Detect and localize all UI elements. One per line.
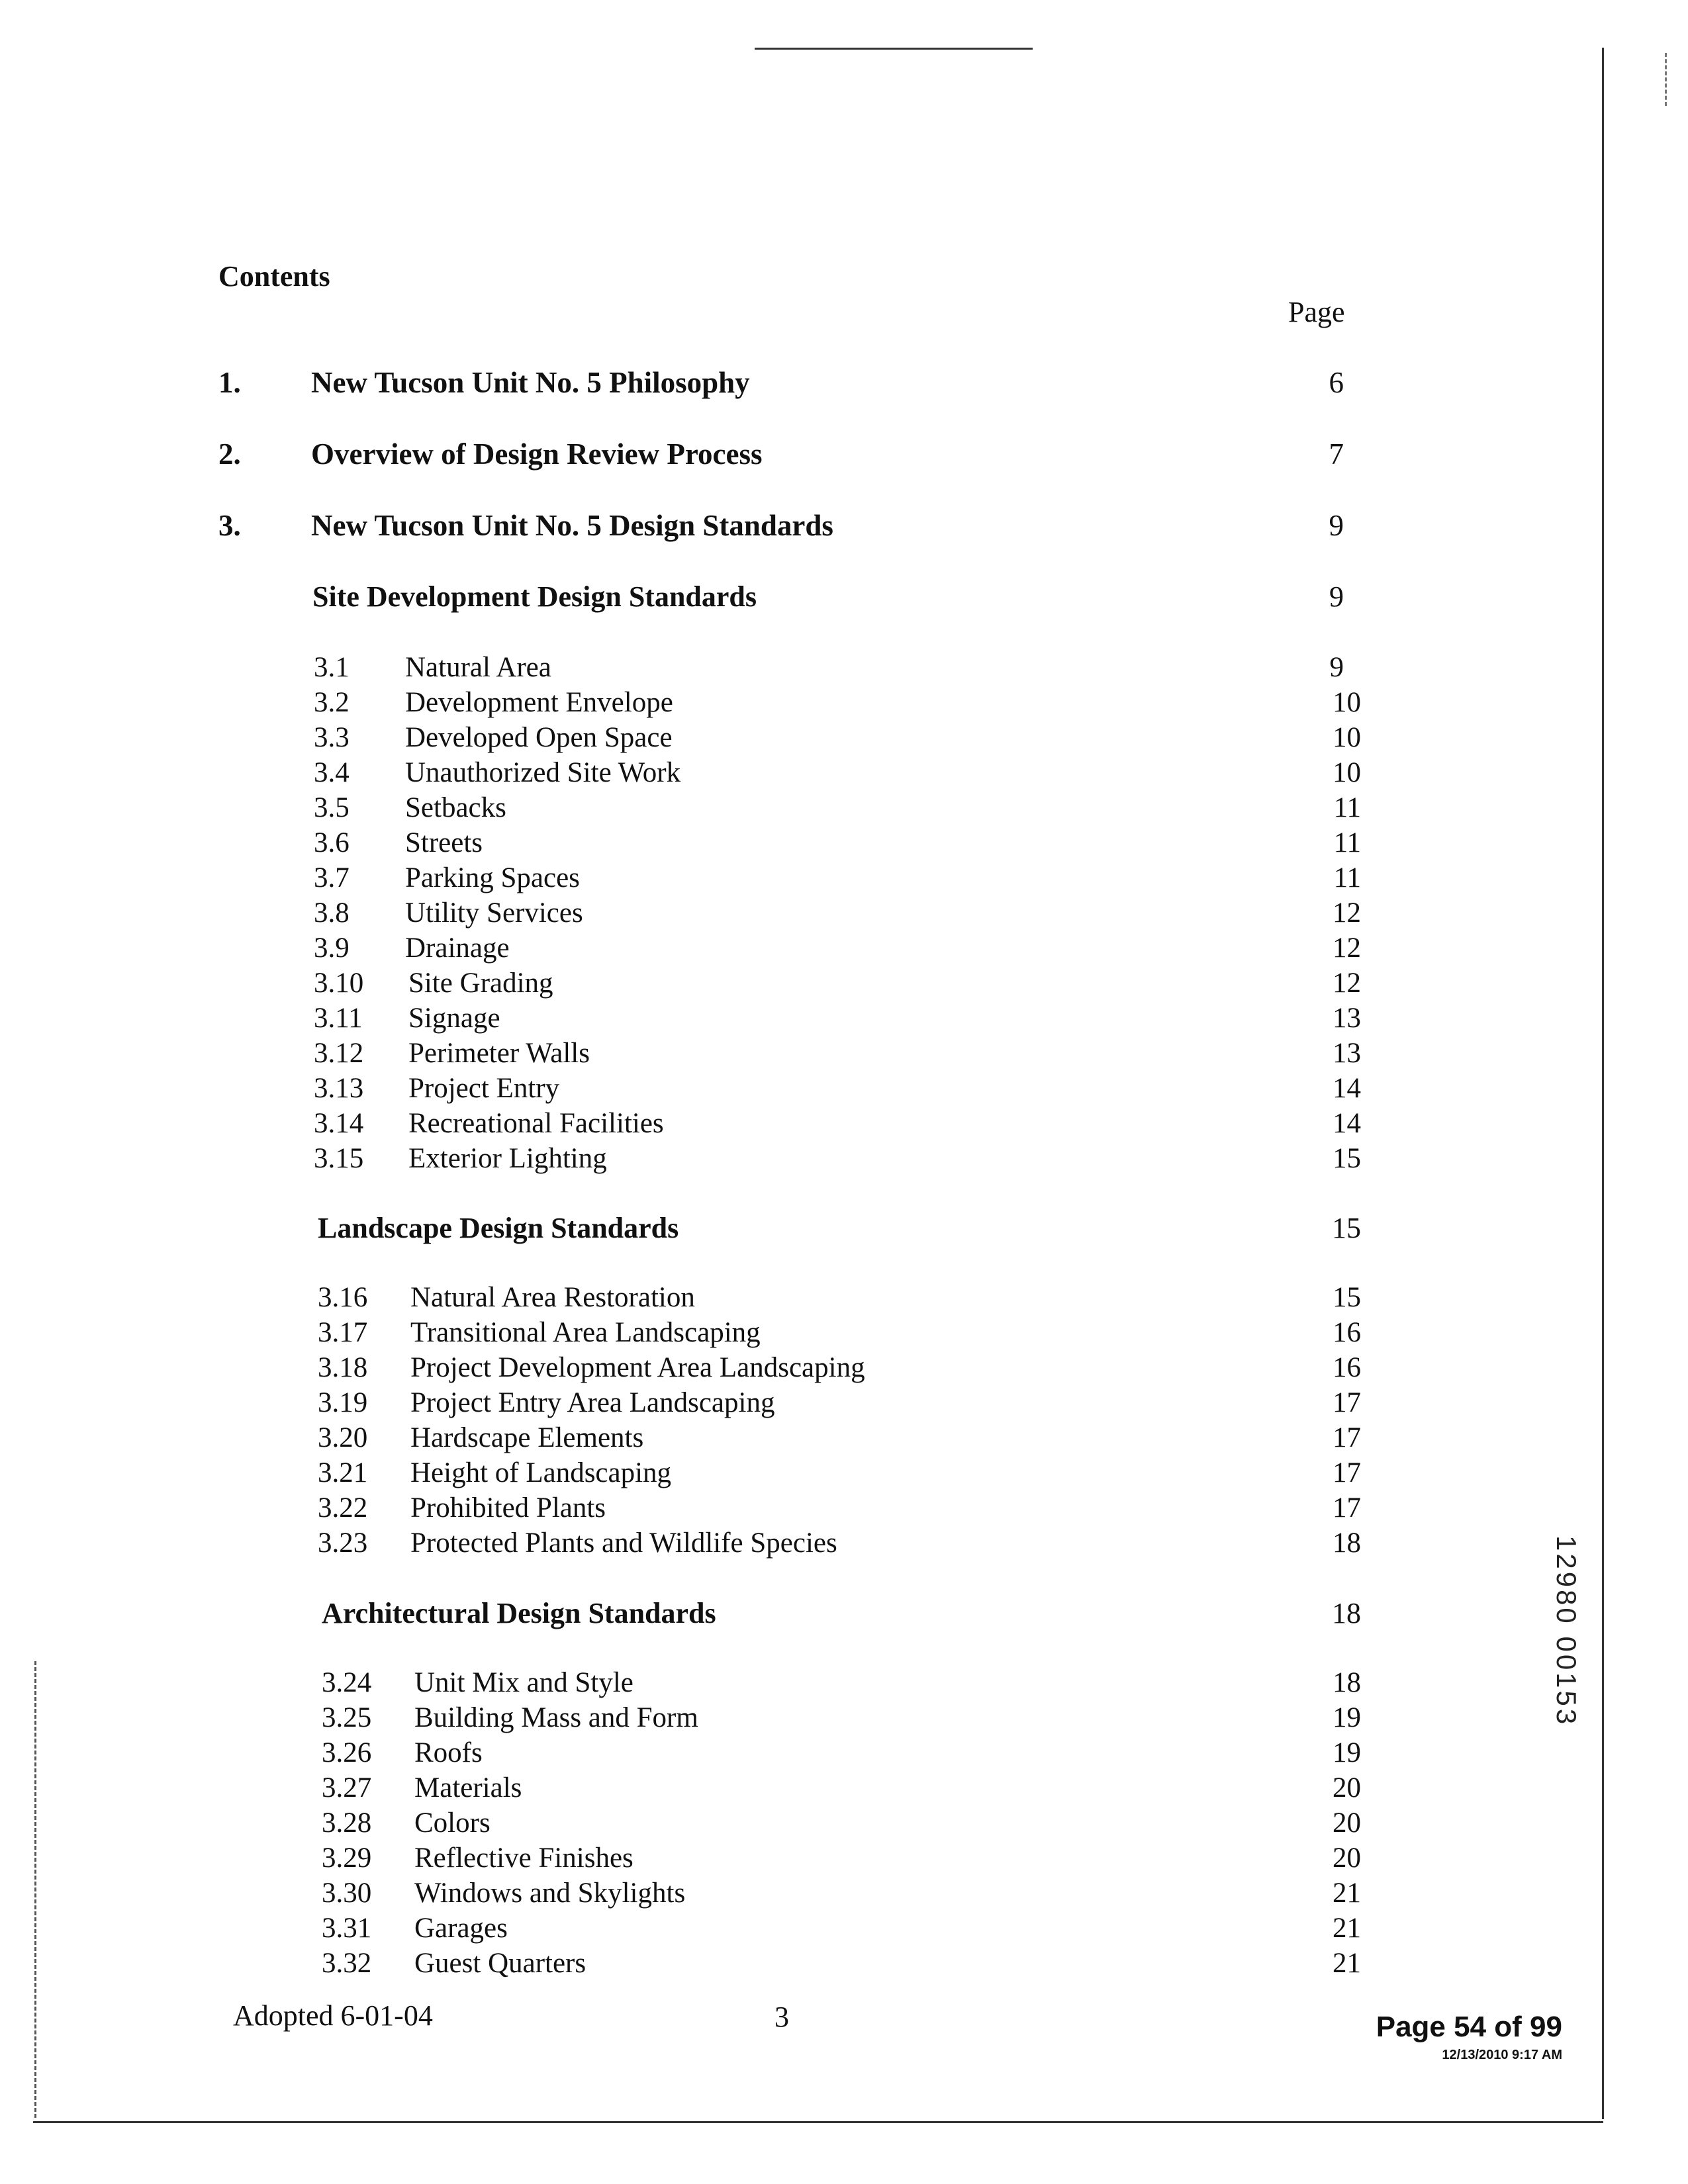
major-section-page: 9	[1329, 509, 1344, 542]
major-section-page: 7	[1329, 437, 1344, 471]
recorder-page-count: Page 54 of 99	[1376, 2011, 1562, 2043]
major-section-title: New Tucson Unit No. 5 Philosophy	[311, 366, 750, 399]
major-section-number: 3.	[218, 509, 241, 542]
toc-item-number: 3.18	[318, 1352, 368, 1383]
toc-item-title: Garages	[414, 1913, 508, 1944]
toc-item-title: Unit Mix and Style	[414, 1667, 633, 1698]
major-section-page: 6	[1329, 366, 1344, 399]
scan-edge-bottom	[33, 2121, 1603, 2123]
toc-item-number: 3.22	[318, 1492, 368, 1524]
page-number: 3	[774, 2001, 789, 2033]
toc-item-number: 3.25	[322, 1702, 372, 1733]
toc-item-title: Parking Spaces	[405, 862, 580, 893]
toc-item-title: Unauthorized Site Work	[405, 757, 681, 788]
toc-item-title: Setbacks	[405, 792, 506, 823]
toc-item-number: 3.20	[318, 1422, 368, 1453]
group-heading: Site Development Design Standards	[312, 580, 757, 613]
toc-item-number: 3.26	[322, 1737, 372, 1768]
toc-item-number: 3.19	[318, 1387, 368, 1418]
toc-item-title: Project Entry	[408, 1073, 560, 1104]
toc-item-page: 18	[1333, 1527, 1361, 1559]
toc-item-title: Developed Open Space	[405, 722, 673, 753]
toc-item-page: 14	[1333, 1108, 1361, 1139]
scan-edge-right-mark	[1665, 53, 1667, 106]
toc-item-title: Building Mass and Form	[414, 1702, 698, 1733]
toc-item-number: 3.7	[314, 862, 350, 893]
adopted-date: Adopted 6-01-04	[233, 1999, 433, 2032]
toc-item-page: 17	[1333, 1422, 1361, 1453]
toc-item-number: 3.10	[314, 968, 364, 999]
toc-item-title: Development Envelope	[405, 687, 673, 718]
toc-item-title: Prohibited Plants	[410, 1492, 606, 1524]
toc-item-number: 3.21	[318, 1457, 368, 1488]
toc-item-page: 15	[1333, 1143, 1361, 1174]
toc-item-number: 3.28	[322, 1807, 372, 1839]
toc-item-title: Transitional Area Landscaping	[410, 1317, 761, 1348]
page-column-label: Page	[1288, 296, 1345, 328]
toc-item-title: Colors	[414, 1807, 491, 1839]
toc-item-title: Perimeter Walls	[408, 1038, 590, 1069]
toc-item-number: 3.14	[314, 1108, 364, 1139]
toc-item-title: Project Entry Area Landscaping	[410, 1387, 775, 1418]
toc-item-title: Height of Landscaping	[410, 1457, 672, 1488]
toc-item-page: 12	[1333, 897, 1361, 929]
toc-item-page: 12	[1333, 968, 1361, 999]
toc-item-page: 17	[1333, 1387, 1361, 1418]
toc-item-number: 3.3	[314, 722, 350, 753]
toc-item-page: 13	[1333, 1038, 1361, 1069]
scan-edge-top	[755, 48, 1033, 50]
toc-item-number: 3.17	[318, 1317, 368, 1348]
toc-item-page: 10	[1333, 757, 1361, 788]
group-heading: Landscape Design Standards	[318, 1212, 679, 1244]
toc-item-number: 3.32	[322, 1948, 372, 1979]
toc-item-number: 3.8	[314, 897, 350, 929]
toc-item-number: 3.23	[318, 1527, 368, 1559]
toc-item-number: 3.1	[314, 652, 350, 683]
toc-item-page: 9	[1329, 652, 1344, 683]
toc-item-title: Windows and Skylights	[414, 1878, 686, 1909]
toc-item-page: 20	[1333, 1843, 1361, 1874]
toc-item-number: 3.30	[322, 1878, 372, 1909]
toc-item-page: 14	[1333, 1073, 1361, 1104]
toc-item-page: 11	[1333, 862, 1361, 893]
toc-item-page: 17	[1333, 1457, 1361, 1488]
toc-item-number: 3.16	[318, 1282, 368, 1313]
toc-item-page: 21	[1333, 1878, 1361, 1909]
toc-item-page: 12	[1333, 933, 1361, 964]
toc-item-title: Exterior Lighting	[408, 1143, 607, 1174]
toc-item-title: Natural Area Restoration	[410, 1282, 695, 1313]
toc-item-page: 15	[1333, 1282, 1361, 1313]
major-section-number: 2.	[218, 437, 241, 471]
toc-item-page: 21	[1333, 1913, 1361, 1944]
toc-item-number: 3.2	[314, 687, 350, 718]
toc-item-title: Guest Quarters	[414, 1948, 586, 1979]
docket-number: 12980 00153	[1551, 1535, 1582, 1727]
group-heading: Architectural Design Standards	[322, 1597, 716, 1629]
toc-item-title: Roofs	[414, 1737, 483, 1768]
toc-item-number: 3.4	[314, 757, 350, 788]
toc-item-number: 3.27	[322, 1772, 372, 1803]
toc-item-number: 3.13	[314, 1073, 364, 1104]
toc-item-title: Materials	[414, 1772, 522, 1803]
scan-edge-left	[34, 1661, 36, 2118]
toc-item-page: 11	[1333, 827, 1361, 858]
toc-item-page: 19	[1333, 1737, 1361, 1768]
toc-item-page: 19	[1333, 1702, 1361, 1733]
toc-item-page: 18	[1333, 1667, 1361, 1698]
toc-item-title: Site Grading	[408, 968, 553, 999]
toc-item-title: Utility Services	[405, 897, 583, 929]
toc-item-number: 3.12	[314, 1038, 364, 1069]
major-section-title: New Tucson Unit No. 5 Design Standards	[311, 509, 833, 542]
toc-item-title: Drainage	[405, 933, 510, 964]
toc-item-title: Project Development Area Landscaping	[410, 1352, 865, 1383]
contents-heading: Contents	[218, 260, 330, 293]
toc-item-number: 3.29	[322, 1843, 372, 1874]
toc-item-page: 13	[1333, 1003, 1361, 1034]
toc-item-title: Streets	[405, 827, 483, 858]
toc-item-number: 3.24	[322, 1667, 372, 1698]
toc-item-number: 3.11	[314, 1003, 363, 1034]
group-page: 15	[1332, 1212, 1361, 1244]
group-page: 9	[1329, 580, 1344, 613]
toc-item-number: 3.5	[314, 792, 350, 823]
major-section-number: 1.	[218, 366, 241, 399]
toc-item-title: Protected Plants and Wildlife Species	[410, 1527, 837, 1559]
toc-item-title: Reflective Finishes	[414, 1843, 633, 1874]
toc-item-number: 3.9	[314, 933, 350, 964]
toc-item-page: 20	[1333, 1772, 1361, 1803]
toc-item-page: 10	[1333, 722, 1361, 753]
toc-item-title: Recreational Facilities	[408, 1108, 664, 1139]
scan-edge-right	[1602, 48, 1604, 2119]
toc-item-number: 3.15	[314, 1143, 364, 1174]
toc-item-page: 11	[1333, 792, 1361, 823]
toc-item-title: Natural Area	[405, 652, 551, 683]
toc-item-page: 17	[1333, 1492, 1361, 1524]
major-section-title: Overview of Design Review Process	[311, 437, 763, 471]
toc-item-number: 3.31	[322, 1913, 372, 1944]
toc-item-page: 21	[1333, 1948, 1361, 1979]
group-page: 18	[1332, 1597, 1361, 1629]
toc-item-number: 3.6	[314, 827, 350, 858]
toc-item-page: 20	[1333, 1807, 1361, 1839]
toc-item-title: Signage	[408, 1003, 500, 1034]
toc-item-title: Hardscape Elements	[410, 1422, 644, 1453]
toc-item-page: 10	[1333, 687, 1361, 718]
toc-item-page: 16	[1333, 1317, 1361, 1348]
toc-item-page: 16	[1333, 1352, 1361, 1383]
recorder-timestamp: 12/13/2010 9:17 AM	[1442, 2048, 1562, 2062]
